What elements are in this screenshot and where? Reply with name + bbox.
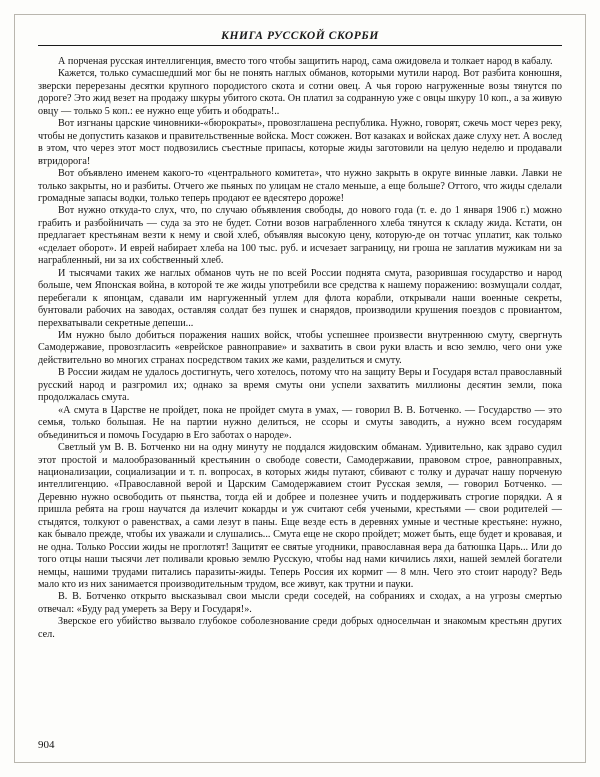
paragraph: Зверское его убийство вызвало глубокое соболезнование среди добрых односельчан и знакомым крестьян других сел. [38,616,562,640]
paragraph: Вот объявлено именем какого-то «центрального комитета», что нужно закрыть в округе винные лавки. Лавки не только закрыты, но и разбиты. Отчего же пьяных по улицам не стало меньше, а еще больше? Оттого, что жиды сделали громадные запасы водки, только теперь продают ее вдесятеро дороже! [38,168,562,204]
running-head: КНИГА РУССКОЙ СКОРБИ [221,30,379,42]
page-content [38,30,562,641]
paragraph: Кажется, только сумасшедший мог бы не понять наглых обманов, которыми мутили народ. Вот разбита конюшня, зверски перерезаны десятки крупного породистого скота и сотни овец. А чья горою нагруженные возы тянутся по дороге? Это жид везет на продажу шкуры убитого скота. Он платил за содранную уже с овцы шкуру 10 коп., а за живую овцу — только 5 коп.: ее нужно еще убить и ободрать!.. [38,68,562,117]
header-rule [38,45,562,46]
paragraph: «А смута в Царстве не пройдет, пока не пройдет смута в умах, — говорил В. В. Ботченко. — Государство — это семья, только большая. Не на партии нужно делиться, не ссоры и смуты заводить, а нужно всем государям объединиться и помочь Государю в Его заботах о народе». [38,404,562,441]
paragraph: А порченая русская интеллигенция, вместо того чтобы защитить народ, сама ожидовела и толкает народ в кабалу. [58,56,553,67]
paragraph: Вот нужно откуда-то слух, что, по случаю объявления свободы, до нового года (т. е. до 1 января 1906 г.) можно грабить и разбойничать — суда за это не будет. Сотни возов награбленного хлеба тянутся к складу жида. Кстати, он предлагает крестьянам везти к нему и свой хлеб, объявляя высокую цену, которую-де он тотчас уплатит, как только «сделает оборот». И еврей набирает хлеба на 100 тыс. руб. и исчезает заграницу, ни гроша не заплатив мужикам ни за награбленный, ни за их собственный хлеб. [38,205,562,267]
body-text [38,56,562,641]
paragraph: Светлый ум В. В. Ботченко ни на одну минуту не поддался жидовским обманам. Удивительно, как здраво судил этот простой и малообразованный крестьянин о свободе совести, Самодержавии, правовом строе, равноправных, национализации, социализации и т. п. вопросах, в которых жиды путают, сбивают с толку и дурачат нашу порченую интеллигенцию. «Православной верой и Царским Самодержавием стоит Русская земля, — говорил Ботченко. — Деревню нужно освободить от пьянства, тогда ей и добрее и полезнее учить и поддерживать строгие порядки. А я пришла ребята на грош научатся да излечит кокарды и уж считают себя учеными, крестьями — свои родителей — стыдятся, толкуют о равенствах, а сами лезут в паны. Еще везде есть в деревнях умные и честные крестьяне: нужно, как бывало прежде, чтобы их уважали и слушались... Смута еще не скоро пройдет; может быть, еще будет и кровавая, и не одна. Только России жиды не проглотят! Защитят ее святые угодники, православная вера да батюшка Царь... Или до того отцы наши тысячи лет поливали кровью землю Русскую, чтобы над нами кичились ляхи, нашей землей богатели немцы, нашими трудами питались паразиты-жиды. Теперь Россия их кормит — 8 млн. Чего это стоит народу? Ведь мало кто из них занимается производительным трудом, все живут, как трутни и пауки. [38,442,562,591]
paragraph: В России жидам не удалось достигнуть, чего хотелось, потому что на защиту Веры и Государя встал православный русский народ и разгромил их; однако за время смуты они успели захватить миллионы десятин земли, пока продолжалась смута. [38,367,562,404]
paragraph: И тысячами таких же наглых обманов чуть не по всей России поднята смута, разорившая государство и народ больше, чем Японская война, в которой те же жиды употребили все средства к нашему поражению: возмущали солдат, перебегали к японцам, сдавали им наргуженный углем для флота корабли, открывали наши военные секреты, бунтовали рабочих на заводах, оставляя солдат без пушек и снарядов, производили крушения поездов с провиантом, перехватывали секретные депеши... [38,267,562,329]
paragraph: Вот изгнаны царские чиновники-«бюрократы», провозглашена республика. Нужно, говорят, сжечь мост через реку, чтобы не допустить казаков и правительственные войска. Мост сожжен. Вот казаках и войсках даже слуху нет. А вослед в этом, что через этот мост подвозились съестные припасы, которые жиды заготовили на целую неделю и продавали втридорога! [38,118,562,167]
paragraph: В. В. Ботченко открыто высказывал свои мысли среди соседей, на собраниях и сходах, а на угрозы смертью отвечал: «Буду рад умереть за Веру и Государя!». [38,591,562,615]
paragraph: Им нужно было добиться поражения наших войск, чтобы успешнее произвести внутреннюю смуту, свергнуть Самодержавие, провозгласить «еврейское равноправие» и захватить в свои руки власть и всю землю, чего они уже действительно во многих странах посредством таких же ками, разделиться и смуту. [38,329,562,366]
page-number: 904 [38,739,55,751]
